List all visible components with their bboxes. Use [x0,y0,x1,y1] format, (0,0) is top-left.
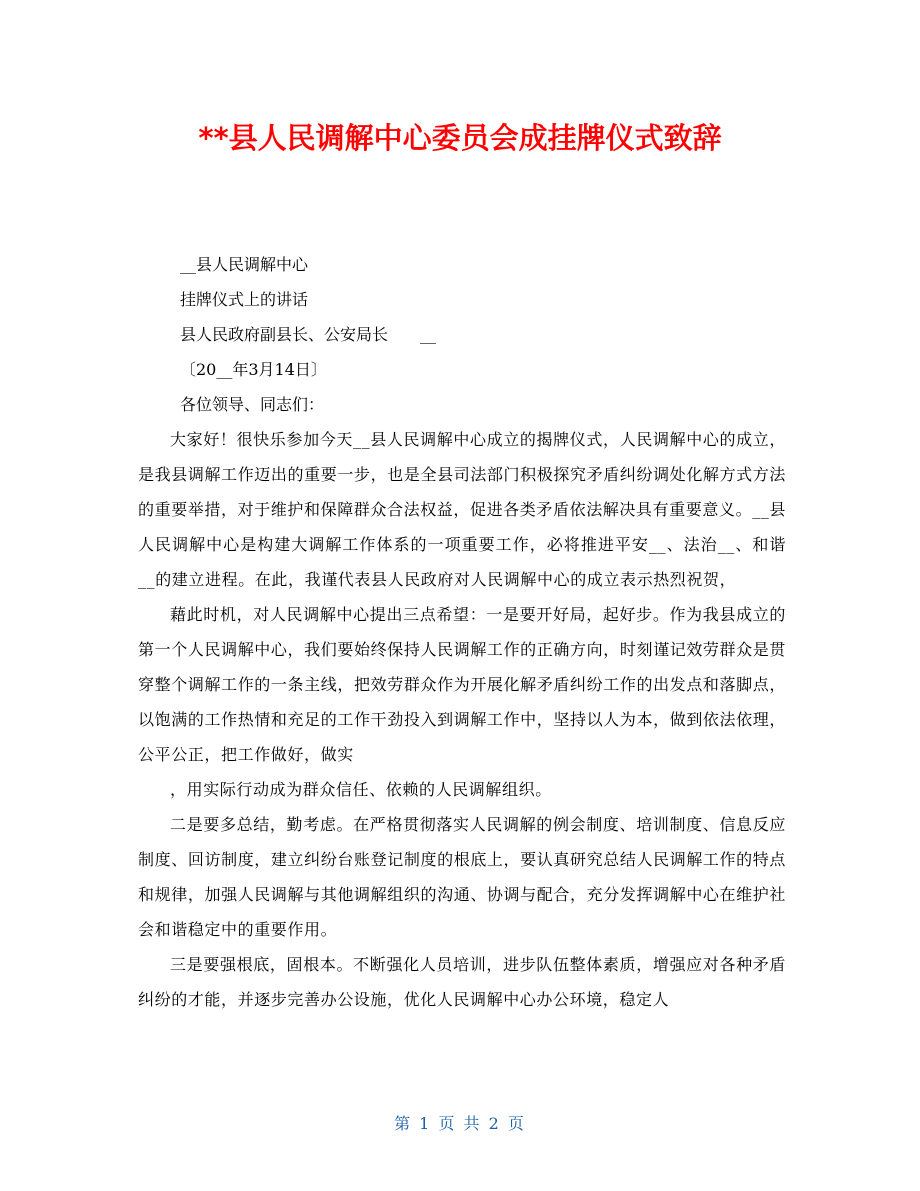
paragraph-greeting: 大家好！很快乐参加今天__县人民调解中心成立的揭牌仪式，人民调解中心的成立，是我县调解工作迈出的重要一步，也是全县司法部门积极探究矛盾纠纷调处化解方式方法的重要举措，对于维护和保障群众合法权益，促进各类矛盾依法解决具有重要意义。__县人民调解中心是构建大调解工作体系的一项重要工作，必将推进平安__、法治__、和谐__的建立进程。在此，我谨代表县人民政府对人民调解中心的成立表示热烈祝贺， [138,430,787,589]
speech-header [180,247,800,422]
paragraph-hope-one-cont: ，用实际行动成为群众信任、依赖的人民调解组织。 [170,780,552,799]
header-line-occasion: 挂牌仪式上的讲话 [180,290,309,309]
page-number-footer: 第 1 页 共 2 页 [394,1114,526,1133]
header-line-speaker: 县人民政府副县长、公安局长 __ [180,325,437,344]
header-line-date: 〔20__年3月14日〕 [180,360,327,379]
paragraph-hope-three: 三是要强根底，固根本。不断强化人员培训，进步队伍整体素质，增强应对各种矛盾纠纷的才能，并逐步完善办公设施，优化人民调解中心办公环境，稳定人 [138,955,786,1009]
document-title: **县人民调解中心委员会成挂牌仪式致辞 [198,121,722,155]
paragraph-hope-two: 二是要多总结，勤考虑。在严格贯彻落实人民调解的例会制度、培训制度、信息反应制度、回访制度，建立纠纷台账登记制度的根底上，要认真研究总结人民调解工作的特点和规律，加强人民调解与其他调解组织的沟通、协调与配合，充分发挥调解中心在维护社会和谐稳定中的重要作用。 [138,815,786,939]
header-line-salutation: 各位领导、同志们： [180,395,325,414]
speech-body [138,422,786,1017]
header-line-center: __县人民调解中心 [180,255,309,274]
paragraph-hope-one: 藉此时机，对人民调解中心提出三点希望：一是要开好局，起好步。作为我县成立的第一个人民调解中心，我们要始终保持人民调解工作的正确方向，时刻谨记效劳群众是贯穿整个调解工作的一条主线，把效劳群众作为开展化解矛盾纠纷工作的出发点和落脚点，以饱满的工作热情和充足的工作干劲投入到调解工作中，坚持以人为本，做到依法依理，公平公正，把工作做好，做实 [138,605,786,764]
